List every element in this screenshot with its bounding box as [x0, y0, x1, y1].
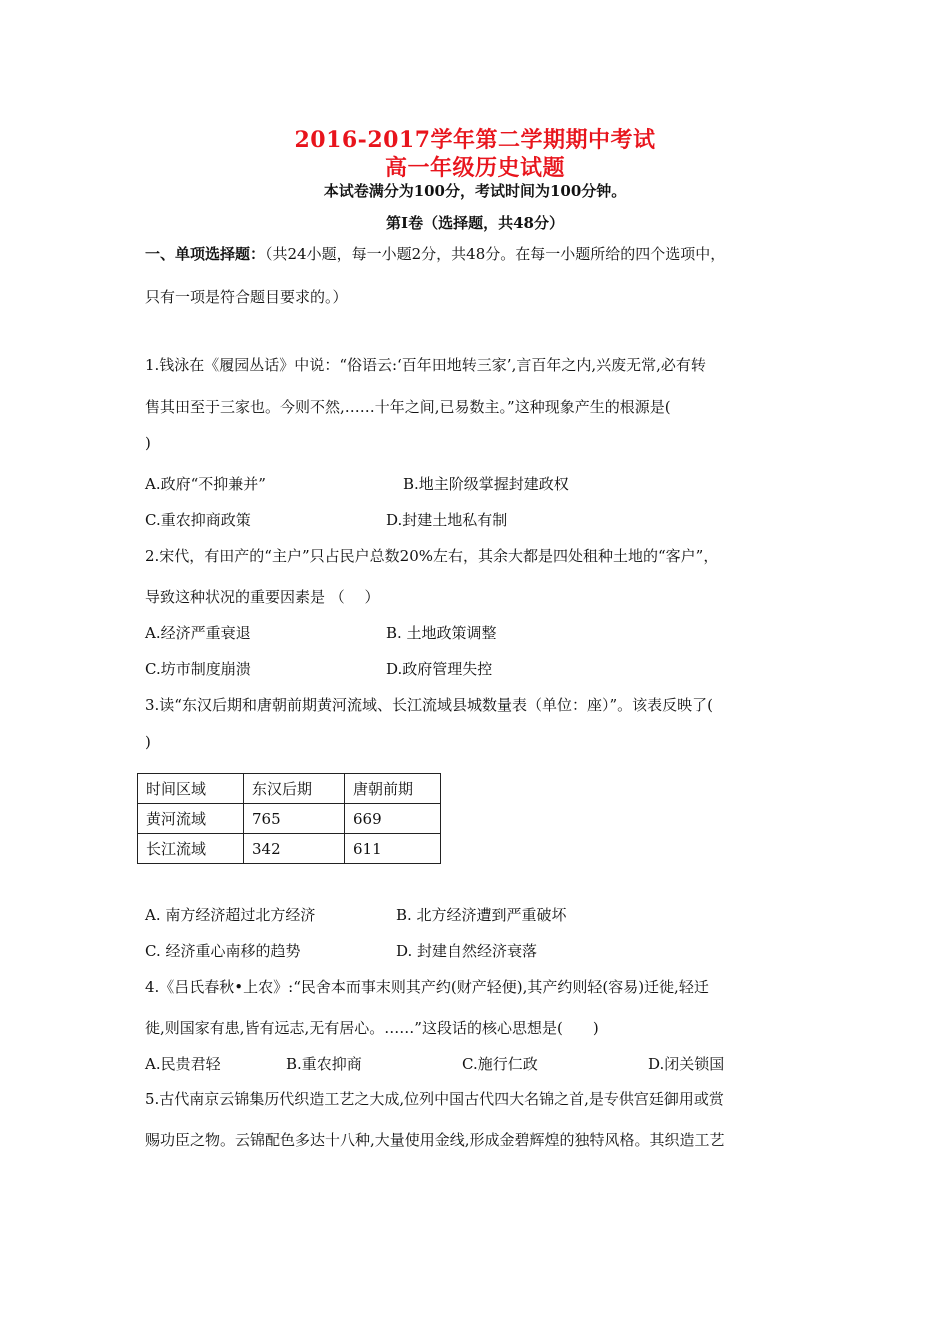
- q4-option-a: A.民贵君轻: [145, 1055, 221, 1073]
- table-cell: 611: [345, 834, 441, 864]
- q5-line1: 5.古代南京云锦集历代织造工艺之大成,位列中国古代四大名锦之首,是专供宫廷御用或赏: [145, 1090, 724, 1108]
- table-row: [138, 804, 441, 834]
- q4-line2: 徙,则国家有患,皆有远志,无有居心。……”这段话的核心思想是( ): [145, 1019, 599, 1037]
- table-header-cell: 唐朝前期: [345, 774, 441, 804]
- q3-line2: ): [145, 733, 151, 751]
- q1-line2: 售其田至于三家也。今则不然,……十年之间,已易数主。”这种现象产生的根源是(: [145, 398, 671, 416]
- q4-option-b: B.重农抑商: [286, 1055, 362, 1073]
- county-count-table: [137, 773, 441, 864]
- table-header-row: [138, 774, 441, 804]
- q1-option-c: C.重农抑商政策: [145, 511, 251, 529]
- q3-option-c: C. 经济重心南移的趋势: [145, 942, 301, 960]
- table-cell: 342: [244, 834, 345, 864]
- q3-option-b: B. 北方经济遭到严重破坏: [396, 906, 567, 924]
- table-header-cell: 时间区域: [138, 774, 244, 804]
- instructions-label: 一、单项选择题：: [145, 245, 266, 263]
- instructions-text1: （共24小题，每一小题2分，共48分。在每一小题所给的四个选项中，: [265, 245, 726, 263]
- q2-line1: 2.宋代，有田产的“主户”只占民户总数20%左右，其余大都是四处租种土地的“客户”，: [145, 547, 719, 565]
- exam-title-line2: 高一年级历史试题: [384, 155, 565, 181]
- q3-option-a: A. 南方经济超过北方经济: [145, 906, 316, 924]
- q2-option-d: D.政府管理失控: [386, 660, 493, 678]
- q1-option-d: D.封建土地私有制: [386, 511, 508, 529]
- table-cell: 669: [345, 804, 441, 834]
- q3-option-d: D. 封建自然经济衰落: [396, 942, 538, 960]
- q2-option-c: C.坊市制度崩溃: [145, 660, 251, 678]
- instructions-line1: [145, 243, 725, 264]
- table-header-cell: 东汉后期: [244, 774, 345, 804]
- q1-option-b: B.地主阶级掌握封建政权: [403, 475, 569, 493]
- q2-option-b: B. 土地政策调整: [386, 624, 497, 642]
- q3-line1: 3.读“东汉后期和唐朝前期黄河流域、长江流域县城数量表（单位：座）”。该表反映了(: [145, 696, 714, 714]
- q4-option-c: C.施行仁政: [462, 1055, 538, 1073]
- q1-line3: ): [145, 434, 151, 452]
- table-cell: 长江流域: [138, 834, 244, 864]
- q1-option-a: A.政府“不抑兼并”: [145, 475, 266, 493]
- part-title: 第Ⅰ卷（选择题，共48分）: [386, 214, 564, 232]
- q5-line2: 赐功臣之物。云锦配色多达十八种,大量使用金线,形成金碧辉煌的独特风格。其织造工艺: [145, 1131, 725, 1149]
- q2-line2: 导致这种状况的重要因素是 （ ）: [145, 588, 380, 606]
- instructions-line2: 只有一项是符合题目要求的。）: [145, 288, 348, 306]
- q2-option-a: A.经济严重衰退: [145, 624, 251, 642]
- table-row: [138, 834, 441, 864]
- exam-info: 本试卷满分为100分，考试时间为100分钟。: [323, 182, 627, 200]
- q4-line1: 4.《吕氏春秋•上农》:“民舍本而事末则其产约(财产轻便),其产约则轻(容易)迁徙,轻迁: [145, 978, 709, 996]
- table-cell: 黄河流域: [138, 804, 244, 834]
- q4-option-d: D.闭关锁国: [648, 1055, 725, 1073]
- q1-line1: 1.钱泳在《履园丛话》中说：“俗语云:‘百年田地转三家’,言百年之内,兴废无常,必有转: [145, 356, 706, 374]
- exam-title-line1: 2016-2017学年第二学期期中考试: [294, 127, 656, 153]
- table-cell: 765: [244, 804, 345, 834]
